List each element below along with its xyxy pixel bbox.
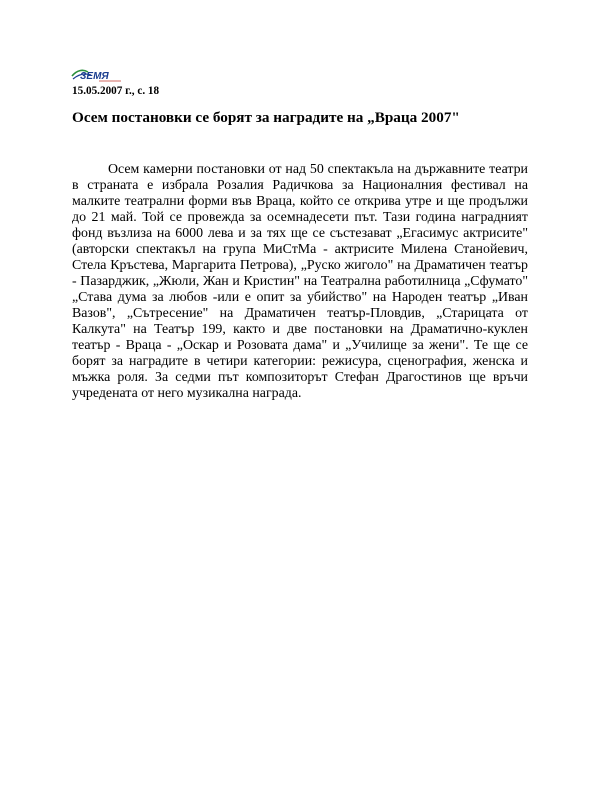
article-headline: Осем постановки се борят за наградите на „Враца 2007" (72, 109, 460, 126)
article-body: Осем камерни постановки от над 50 спектакъла на държавните театри в страната е избрала Розалия Радичкова за Националния фестивал на малките театрални форми във Враца, който се открива утре и ще продължи до 21 май. Той се провежда за осемнадесети път. Тази година наградният фонд възлиза на 6000 лева и за тях ще се състезават „Егасимус актрисите" (авторски спектакъл на група МиСтМа - актрисите Милена Станойевич, Стела Кръстева, Маргарита Петрова), „Руско жиголо" на Драматичен театър - Пазарджик, „Жюли, Жан и Кристин" на Театрална работилница „Сфумато" „Става дума за любов -или е опит за убийство" на Народен театър „Иван Вазов", „Сътресение" на Драматичен театър-Пловдив, „Старицата от Калкута" на Театър 199, както и две постановки на Драматично-куклен театър - Враца - „Оскар и Розовата дама" и „Училище за жени". Те ще се борят за наградите в четири категории: режисура, сценография, женска и мъжка роля. За седми път композиторът Стефан Драгостинов ще връчи учредената от него музикална награда. (72, 162, 528, 401)
newspaper-logo-icon (71, 67, 123, 85)
newspaper-logo (71, 67, 123, 85)
publication-dateline: 15.05.2007 г., с. 18 (72, 85, 160, 97)
svg-text:ЗЕМЯ: ЗЕМЯ (80, 71, 109, 82)
